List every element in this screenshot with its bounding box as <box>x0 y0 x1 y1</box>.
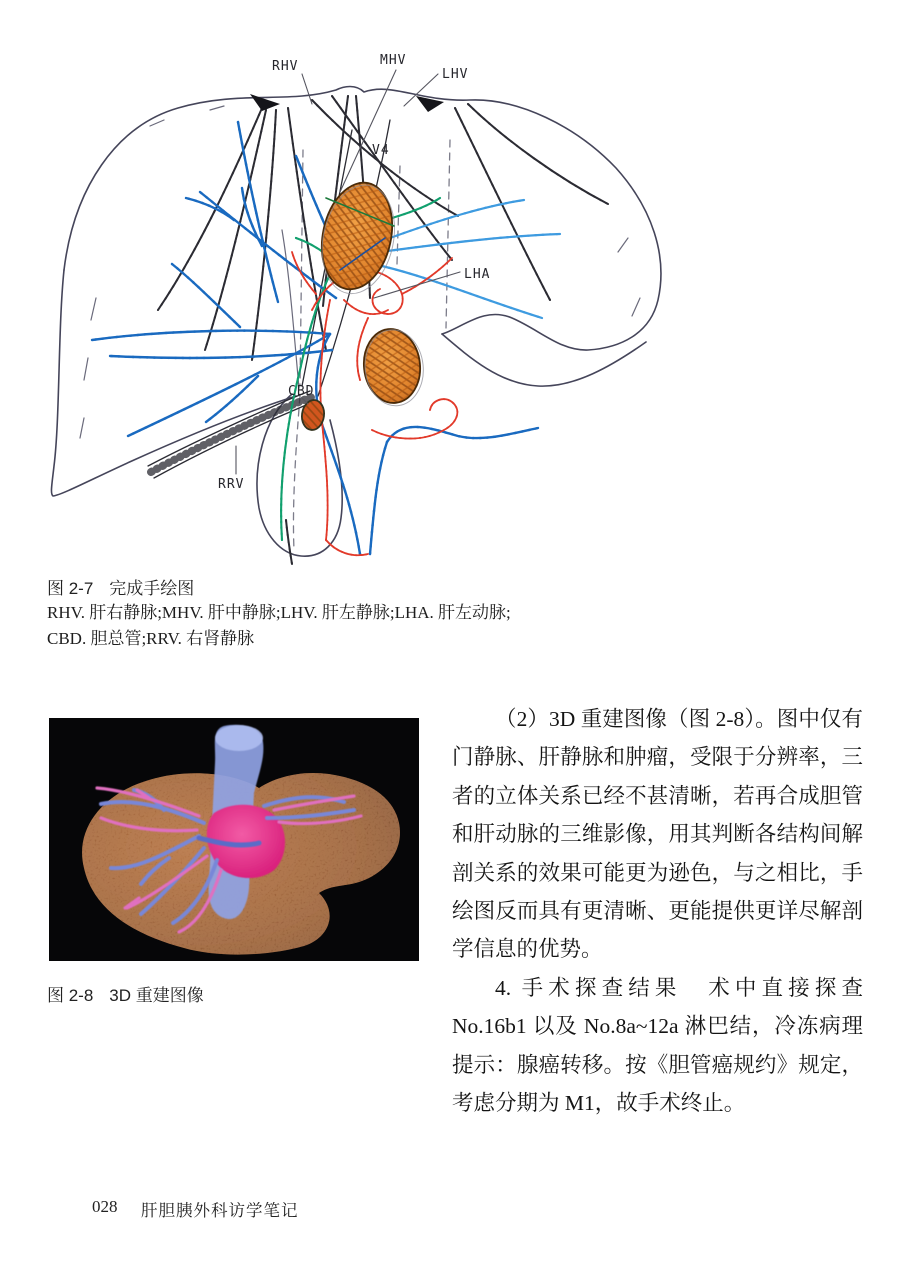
figure-2-8-caption-label: 图 2-8 <box>47 986 94 1005</box>
legend-line-2: CBD. 胆总管;RRV. 右肾静脉 <box>47 629 255 648</box>
body-text-column <box>452 700 863 1122</box>
figure-2-7-drawing <box>36 48 700 566</box>
paragraph-surgical-exploration: 4. 手术探查结果 术中直接探查 No.16b1 以及 No.8a~12a 淋巴结，冷冻病理提示：腺癌转移。按《胆管癌规约》规定，考虑分期为 M1，故手术终止。 <box>452 975 863 1116</box>
figure-2-8-3d-image <box>49 718 419 961</box>
figure-2-7-caption <box>47 574 194 599</box>
right-renal-vein <box>148 391 313 478</box>
page-number: 028 <box>92 1197 118 1216</box>
label-rhv: RHV <box>272 59 299 74</box>
hepatic-veins <box>158 94 608 564</box>
figure-2-8-caption-title: 3D 重建图像 <box>109 986 204 1005</box>
figure-2-8-caption <box>47 981 204 1006</box>
label-cbd: CBD <box>288 384 315 399</box>
label-lhv: LHV <box>442 67 469 82</box>
legend-line-1: RHV. 肝右静脉;MHV. 肝中静脉;LHV. 肝左静脉;LHA. 肝左动脉; <box>47 603 511 622</box>
figure-2-7-caption-label: 图 2-7 <box>47 579 94 598</box>
tumor-lower <box>360 326 427 409</box>
paragraph-3d-reconstruction: （2）3D 重建图像（图 2-8）。图中仅有门静脉、肝静脉和肿瘤，受限于分辨率，三者的立体关系已经不甚清晰，若再合成胆管和肝动脉的三维影像，用其判断各结构间解剖关系的效果可能更为逊色，与之相比，手绘图反而具有更清晰、更能提供更详尽解剖学信息的优势。 <box>452 707 863 962</box>
label-rrv: RRV <box>218 477 245 492</box>
label-mhv: MHV <box>380 53 407 68</box>
book-title: 肝胆胰外科访学笔记 <box>141 1202 299 1220</box>
figure-2-7-caption-title: 完成手绘图 <box>109 579 195 598</box>
portal-veins <box>92 122 560 554</box>
label-lha: LHA <box>464 267 491 282</box>
figure-2-7-legend <box>47 600 511 652</box>
label-v4: V4 <box>372 143 390 158</box>
